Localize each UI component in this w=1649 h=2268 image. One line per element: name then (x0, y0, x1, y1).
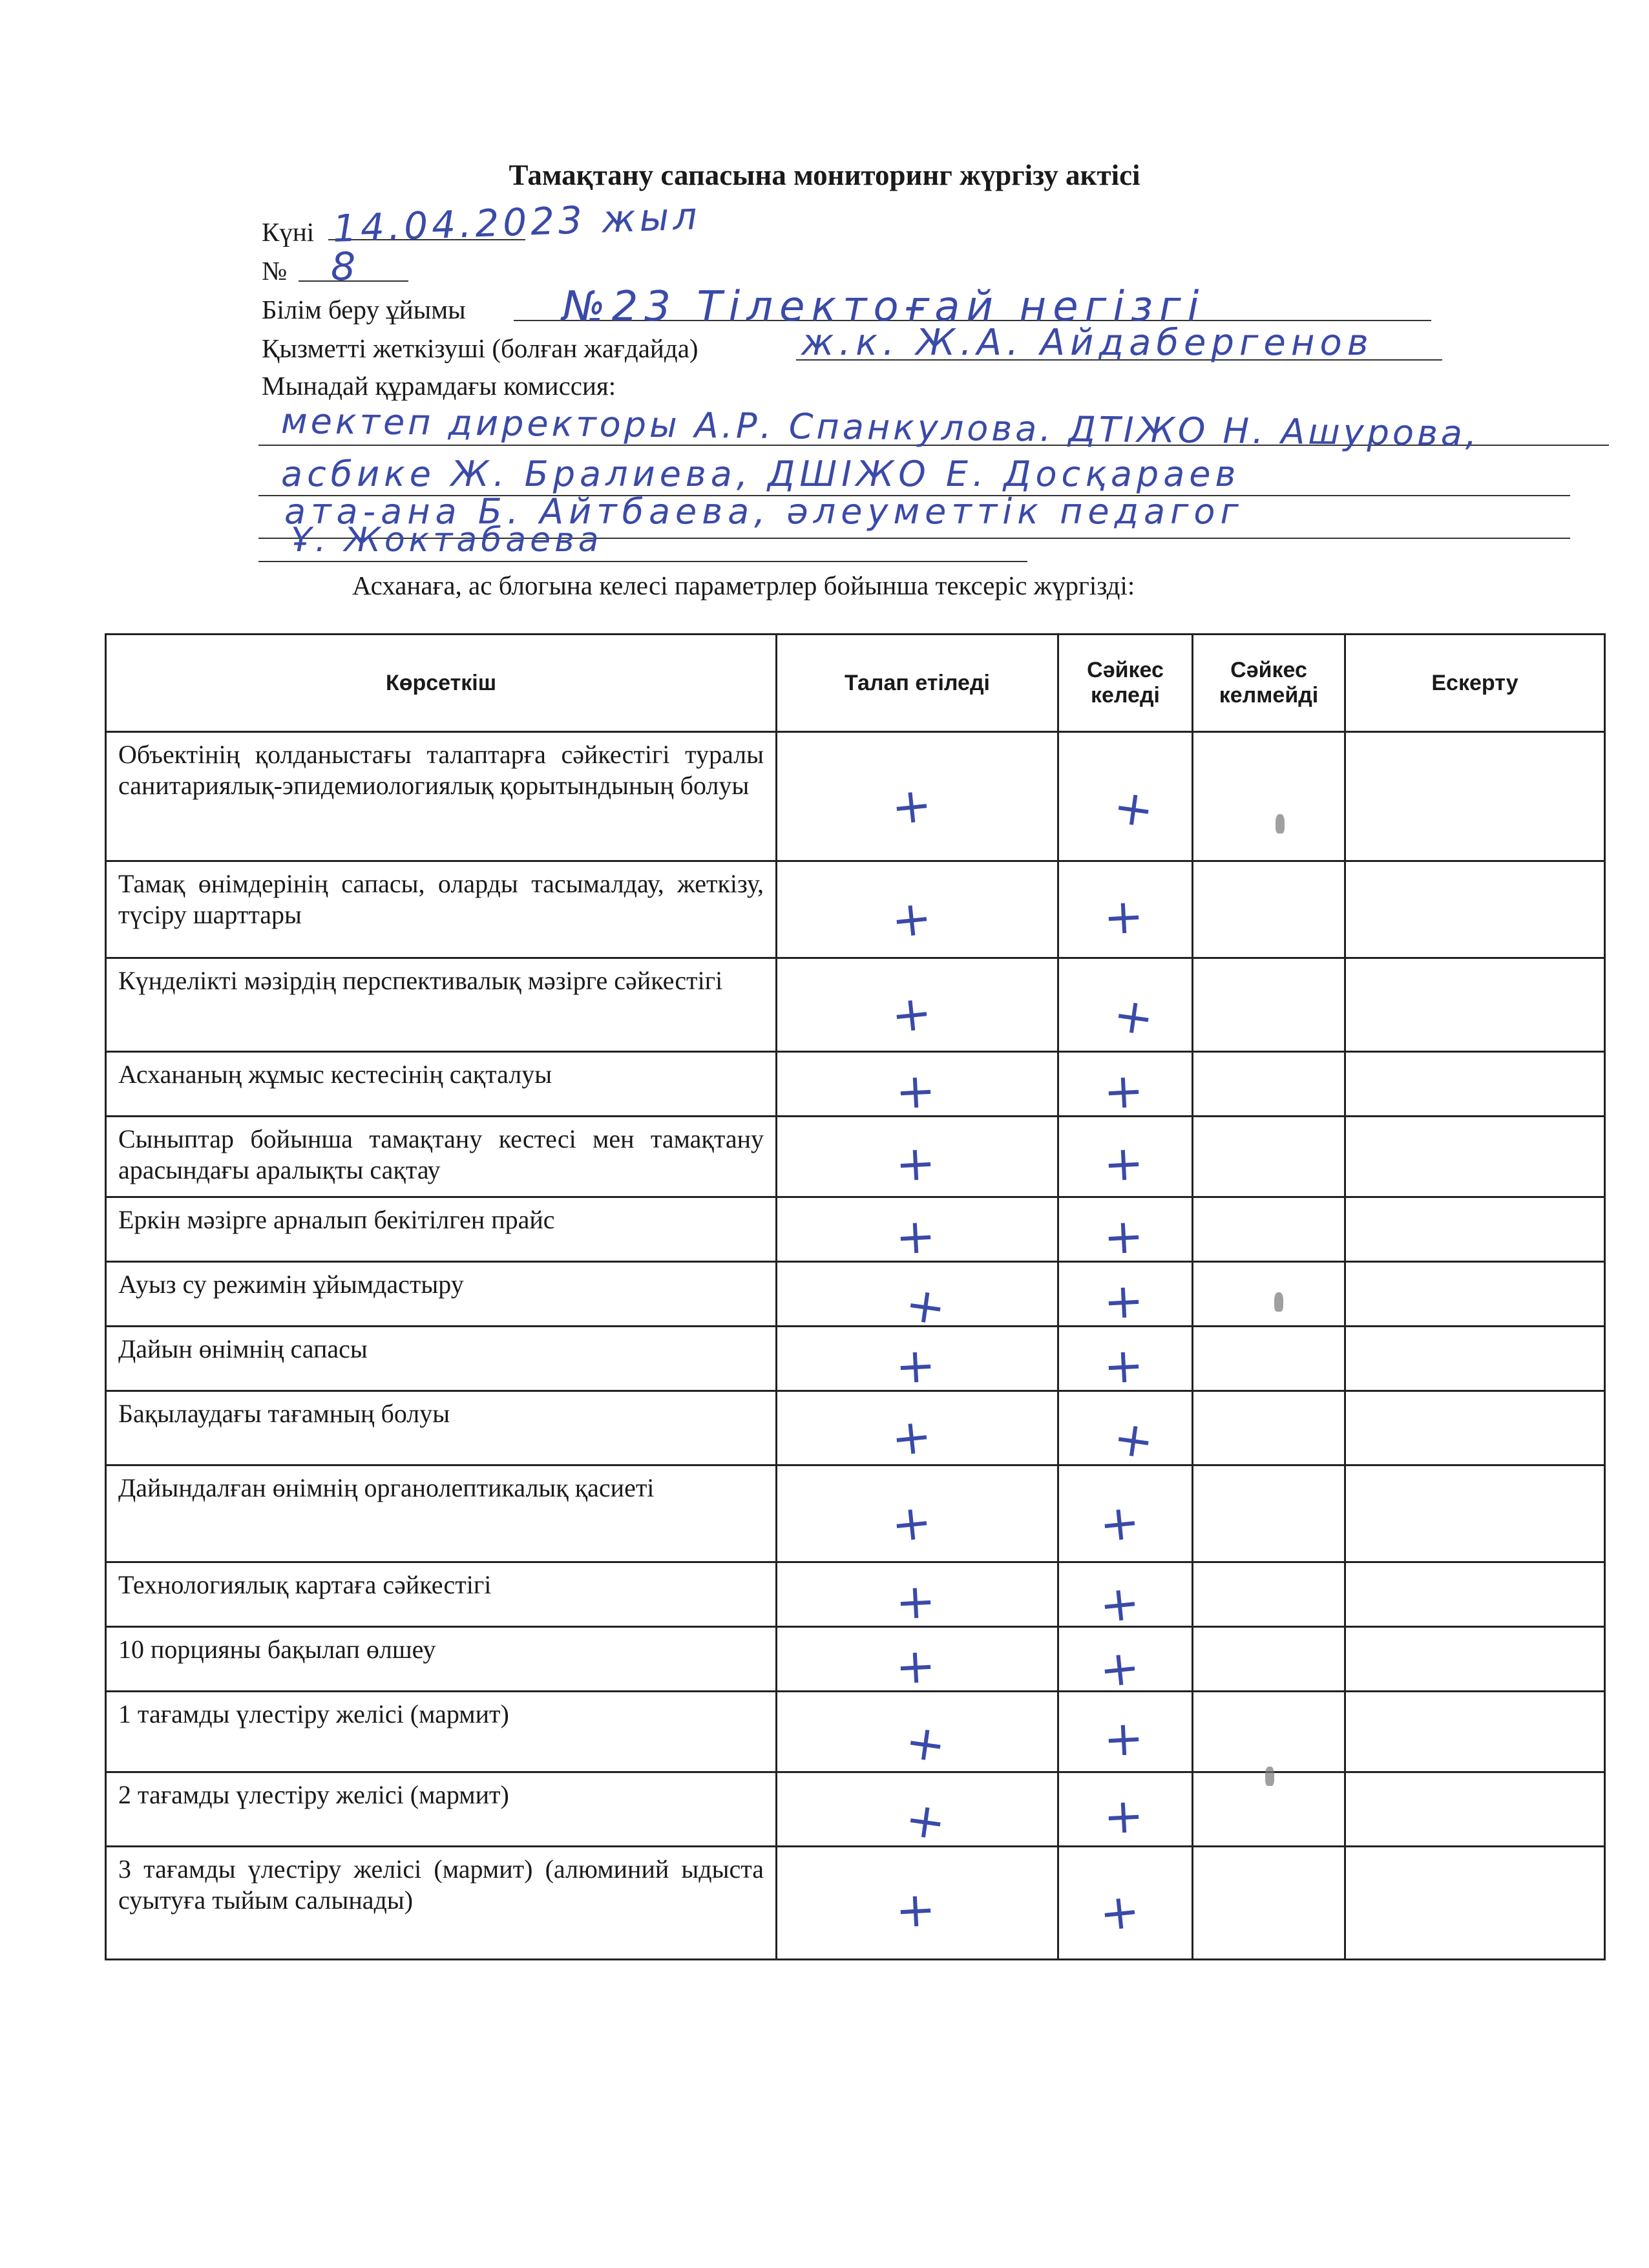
required-cell (777, 1772, 1058, 1852)
compliant-cell (1058, 1391, 1193, 1471)
note-cell (1345, 1327, 1605, 1391)
col-compliant: Сәйкес келеді (1058, 635, 1193, 732)
check-mark: + (894, 1135, 937, 1193)
indicator-cell: Тамақ өнімдерінің сапасы, оларды тасымалдау, жеткізу, түсіру шарттары (106, 861, 777, 958)
check-mark: + (894, 1208, 937, 1266)
required-cell (777, 1262, 1058, 1336)
table-row (106, 1627, 1605, 1692)
noncompliant-cell (1193, 1197, 1345, 1262)
compliant-cell (1058, 1465, 1193, 1562)
compliant-cell (1058, 1627, 1193, 1699)
required-cell (777, 732, 1058, 861)
check-mark: + (1102, 888, 1145, 946)
indicator-cell: 1 тағамды үлестіру желісі (мармит) (106, 1692, 777, 1772)
scan-speck (1265, 1767, 1274, 1786)
col-indicator: Көрсеткіш (106, 635, 777, 732)
table-row (106, 1391, 1605, 1465)
check-mark: + (1102, 1787, 1145, 1845)
required-cell (777, 1692, 1058, 1772)
check-mark: + (888, 1493, 934, 1553)
noncompliant-cell (1193, 732, 1345, 861)
note-cell (1345, 861, 1605, 958)
note-cell (1345, 1562, 1605, 1627)
compliant-cell (1058, 1327, 1193, 1395)
table-row (106, 1052, 1605, 1117)
required-cell (777, 1391, 1058, 1465)
note-cell (1345, 958, 1605, 1052)
table-row (106, 861, 1605, 958)
note-cell (1345, 1262, 1605, 1327)
check-mark: + (894, 1062, 937, 1120)
number-label: № (262, 256, 288, 286)
noncompliant-cell (1193, 1052, 1345, 1117)
table-row (106, 958, 1605, 1052)
indicator-cell: Еркін мәзірге арналып бекітілген прайс (106, 1197, 777, 1262)
check-mark: + (894, 1337, 937, 1395)
required-cell (777, 1465, 1058, 1562)
check-mark: + (1102, 1272, 1145, 1330)
check-mark: + (1102, 1208, 1145, 1266)
check-mark: + (894, 1637, 937, 1696)
org-label: Білім беру ұйымы (262, 295, 466, 324)
note-cell (1345, 1117, 1605, 1197)
check-mark: + (1102, 1062, 1145, 1120)
indicator-cell: Технологиялық картаға сәйкестігі (106, 1562, 777, 1627)
compliant-cell (1058, 1262, 1193, 1330)
col-noncompliant: Сәйкес келмейді (1193, 635, 1345, 732)
scan-speck (1274, 1292, 1283, 1312)
number-handwritten: 8 (331, 244, 360, 289)
compliant-cell (1058, 1197, 1193, 1266)
note-cell (1345, 732, 1605, 861)
noncompliant-cell (1193, 1391, 1345, 1465)
supplier-label: Қызметті жеткізуші (болған жағдайда) (262, 333, 698, 363)
table-row (106, 1772, 1605, 1847)
commission-line-1: мектеп директоры А.Р. Спанкулова. ДТІЖО Н. Ашурова, (280, 401, 1480, 454)
compliant-cell (1058, 1562, 1193, 1634)
indicator-cell: Бақылаудағы тағамның болуы (106, 1391, 777, 1465)
required-cell (777, 1197, 1058, 1266)
indicator-cell: Дайын өнімнің сапасы (106, 1327, 777, 1391)
check-mark: + (901, 1790, 949, 1852)
check-mark: + (1096, 1639, 1142, 1699)
indicator-cell: 10 порцияны бақылап өлшеу (106, 1627, 777, 1692)
compliant-cell (1058, 1772, 1193, 1847)
check-mark: + (894, 1573, 937, 1631)
date-handwritten: 14.04.2023 жыл (331, 194, 702, 251)
note-cell (1345, 1197, 1605, 1262)
note-cell (1345, 1772, 1605, 1847)
commission-line-2: асбике Ж. Бралиева, ДШІЖО Е. Досқараев (281, 454, 1241, 494)
required-cell (777, 1627, 1058, 1696)
compliant-cell (1058, 732, 1193, 861)
compliant-cell (1058, 958, 1193, 1052)
indicator-cell: 3 тағамды үлестіру желісі (мармит) (алюминий ыдыста суытуға тыйым салынады) (106, 1847, 777, 1960)
required-cell (777, 1052, 1058, 1120)
commission-label: Мынадай құрамдағы комиссия: (262, 371, 616, 401)
inspection-intro: Асханаға, ас блогына келесі параметрлер бойынша тексеріс жүргізді: (352, 571, 1135, 600)
table-row (106, 1327, 1605, 1391)
note-cell (1345, 1847, 1605, 1960)
col-required: Талап етіледі (777, 635, 1058, 732)
check-mark: + (901, 1713, 949, 1774)
compliant-cell (1058, 1117, 1193, 1197)
table-row (106, 1262, 1605, 1327)
check-mark: + (888, 1407, 934, 1467)
check-mark: + (1102, 1337, 1145, 1395)
noncompliant-cell (1193, 1262, 1345, 1327)
date-label: Күні (262, 217, 315, 247)
check-mark: + (888, 889, 934, 949)
indicator-cell: Дайындалған өнімнің органолептикалық қасиеті (106, 1465, 777, 1562)
noncompliant-cell (1193, 958, 1345, 1052)
noncompliant-cell (1193, 1562, 1345, 1627)
table-row (106, 1562, 1605, 1627)
check-mark: + (888, 984, 934, 1044)
check-mark: + (1102, 1710, 1145, 1768)
noncompliant-cell (1193, 1117, 1345, 1197)
noncompliant-cell (1193, 1327, 1345, 1391)
check-mark: + (1109, 778, 1157, 839)
scan-speck (1276, 814, 1285, 834)
table-row (106, 1197, 1605, 1262)
noncompliant-cell (1193, 1692, 1345, 1772)
indicator-cell: 2 тағамды үлестіру желісі (мармит) (106, 1772, 777, 1847)
table-row (106, 1117, 1605, 1197)
note-cell (1345, 1391, 1605, 1465)
col-note: Ескерту (1345, 635, 1605, 732)
table-row (106, 732, 1605, 861)
table-row (106, 1692, 1605, 1772)
note-cell (1345, 1692, 1605, 1772)
indicator-cell: Объектінің қолданыстағы талаптарға сәйкестігі туралы санитариялық-эпидемиологиялық қорытындының болуы (106, 732, 777, 861)
note-cell (1345, 1627, 1605, 1692)
indicator-cell: Сыныптар бойынша тамақтану кестесі мен тамақтану арасындағы аралықты сақтау (106, 1117, 777, 1197)
commission-line-3: ата-ана Б. Айтбаева, әлеуметтік педагог (284, 491, 1244, 532)
org-handwritten: №23 Тілектоғай негізгі (562, 283, 1206, 331)
check-mark: + (901, 1276, 949, 1336)
indicator-cell: Күнделікті мәзірдің перспективалық мәзірге сәйкестігі (106, 958, 777, 1052)
compliant-cell (1058, 1692, 1193, 1772)
check-mark: + (1102, 1135, 1145, 1193)
note-cell (1345, 1052, 1605, 1117)
check-mark: + (1096, 1574, 1142, 1634)
monitoring-table (105, 633, 1606, 1960)
compliant-cell (1058, 1847, 1193, 1960)
compliant-cell (1058, 1052, 1193, 1120)
check-mark: + (888, 776, 934, 836)
required-cell (777, 1327, 1058, 1395)
check-mark: + (1109, 1409, 1157, 1471)
compliant-cell (1058, 861, 1193, 958)
table-row (106, 1465, 1605, 1562)
check-mark: + (1096, 1882, 1142, 1942)
indicator-cell: Ауыз су режимін ұйымдастыру (106, 1262, 777, 1327)
table-header-row (106, 635, 1605, 732)
commission-line-4: Ұ. Жоктабаева (291, 521, 603, 560)
note-cell (1345, 1465, 1605, 1562)
required-cell (777, 1562, 1058, 1631)
indicator-cell: Асхананың жұмыс кестесінің сақталуы (106, 1052, 777, 1117)
noncompliant-cell (1193, 1627, 1345, 1692)
required-cell (777, 1847, 1058, 1960)
required-cell (777, 1117, 1058, 1197)
required-cell (777, 861, 1058, 958)
check-mark: + (1096, 1493, 1142, 1553)
check-mark: + (894, 1881, 937, 1939)
check-mark: + (1109, 986, 1157, 1047)
noncompliant-cell (1193, 861, 1345, 958)
noncompliant-cell (1193, 1847, 1345, 1960)
noncompliant-cell (1193, 1465, 1345, 1562)
document-title: Тамақтану сапасына мониторинг жүргізу актісі (509, 159, 1140, 191)
table-row (106, 1847, 1605, 1960)
required-cell (777, 958, 1058, 1052)
supplier-handwritten: ж.к. Ж.А. Айдабергенов (801, 322, 1374, 364)
